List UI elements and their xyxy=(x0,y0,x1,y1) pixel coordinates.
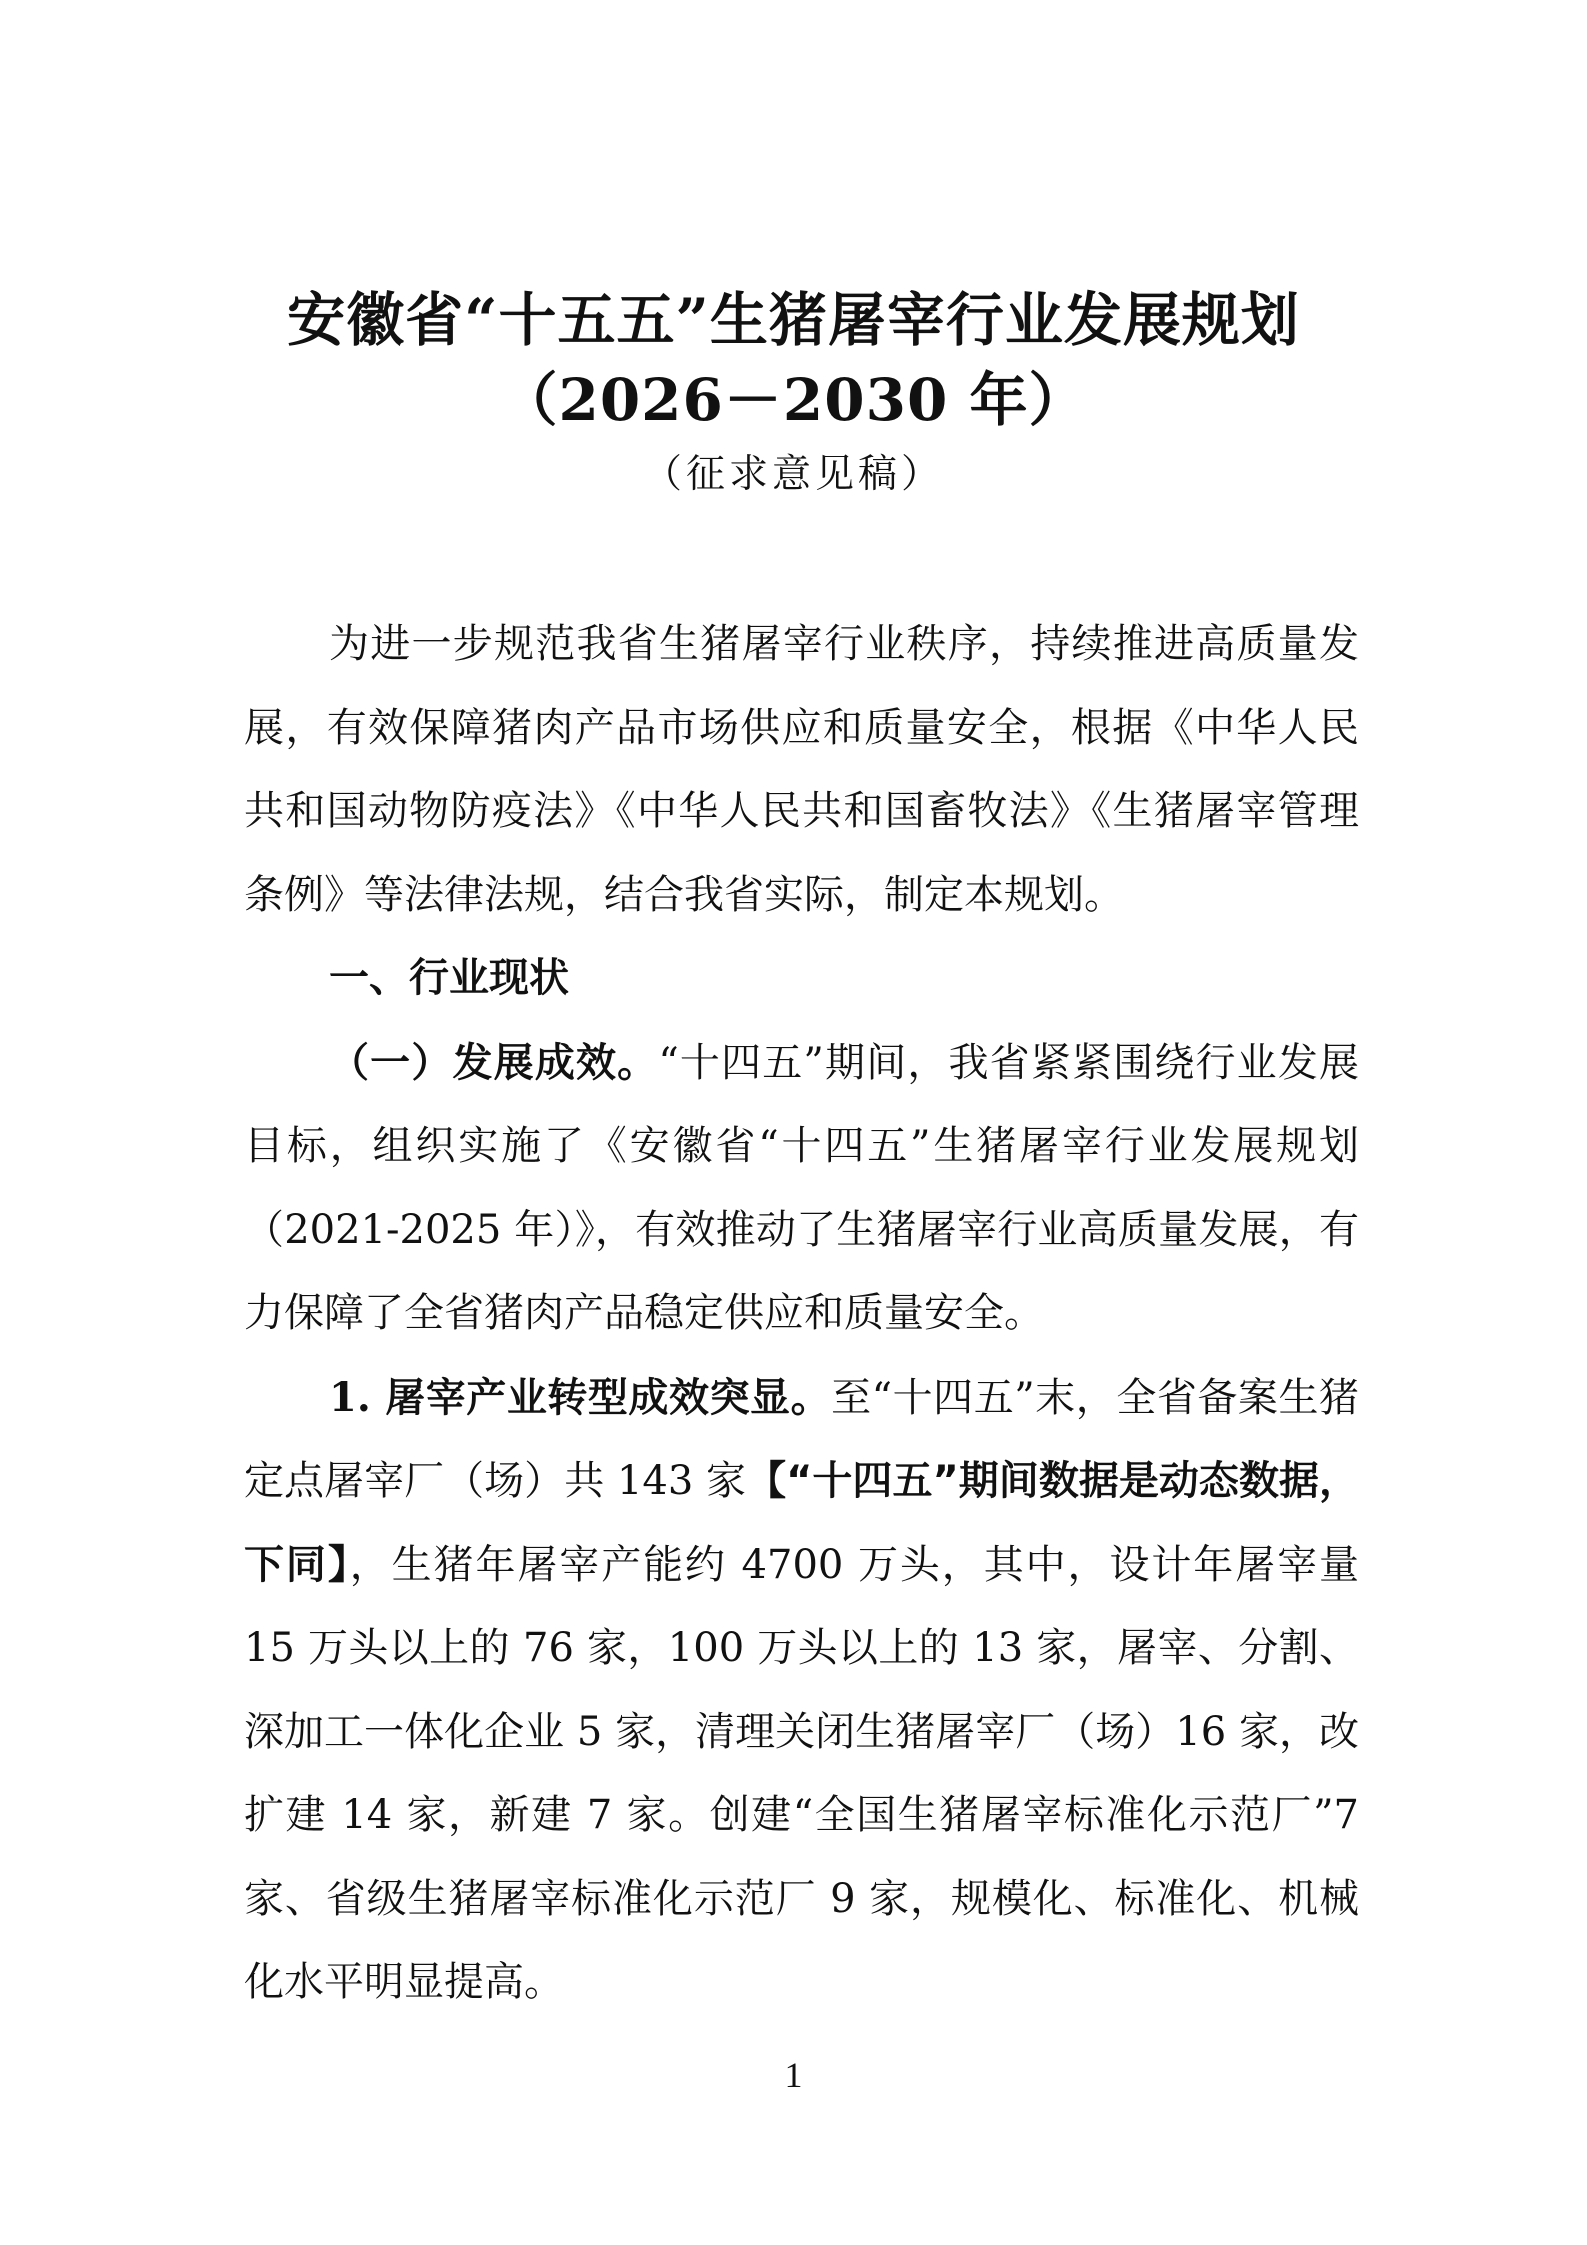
intro-paragraph: 为进一步规范我省生猪屠宰行业秩序，持续推进高质量发展，有效保障猪肉产品市场供应和质量安全，根据《中华人民共和国动物防疫法》《中华人民共和国畜牧法》《生猪屠宰管理条例》等法律法规，结合我省实际，制定本规划。 xyxy=(244,621,1359,918)
subsection-achievements-lead: （一）发展成效。 xyxy=(329,1038,659,1086)
item-transformation-text-a: 至“十四五”末，全省备案生猪定点屠宰厂（场）共 143 家 xyxy=(244,1374,1359,1504)
item-transformation-text-b: ，生猪年屠宰产能约 4700 万头，其中，设计年屠宰量 15 万头以上的 76 家，100 万头以上的 13 家，屠宰、分割、深加工一体化企业 5 家，清理关闭生猪屠宰厂（场）16 家，改扩建 14 家，新建 7 家。创建“全国生猪屠宰标准化示范厂”7 家、省级生猪屠宰标准化示范厂 9 家，规模化、标准化、机械化水平明显提高。 xyxy=(244,1541,1359,2005)
item-transformation-paragraph xyxy=(244,1356,1359,2025)
section-heading-industry-status: 一、行业现状 xyxy=(329,955,569,1001)
page-number: 1 xyxy=(784,2055,803,2095)
subsection-achievements-text: “十四五”期间，我省紧紧围绕行业发展目标，组织实施了《安徽省“十四五”生猪屠宰行业发展规划（2021-2025 年）》，有效推动了生猪屠宰行业高质量发展，有力保障了全省猪肉产品稳定供应和质量安全。 xyxy=(244,1039,1359,1336)
item-transformation-note: 【“十四五”期间数据是动态数据，下同】 xyxy=(244,1458,1359,1588)
document-body xyxy=(244,603,1359,2025)
subsection-achievements-paragraph xyxy=(244,1021,1359,1356)
item-transformation-lead: 1. 屠宰产业转型成效突显。 xyxy=(329,1373,832,1421)
document-title-line1: 安徽省“十五五”生猪屠宰行业发展规划 xyxy=(287,286,1300,354)
document-title-line2: （2026－2030 年） xyxy=(499,366,1088,434)
document-subtitle: （征求意见稿） xyxy=(642,452,944,497)
